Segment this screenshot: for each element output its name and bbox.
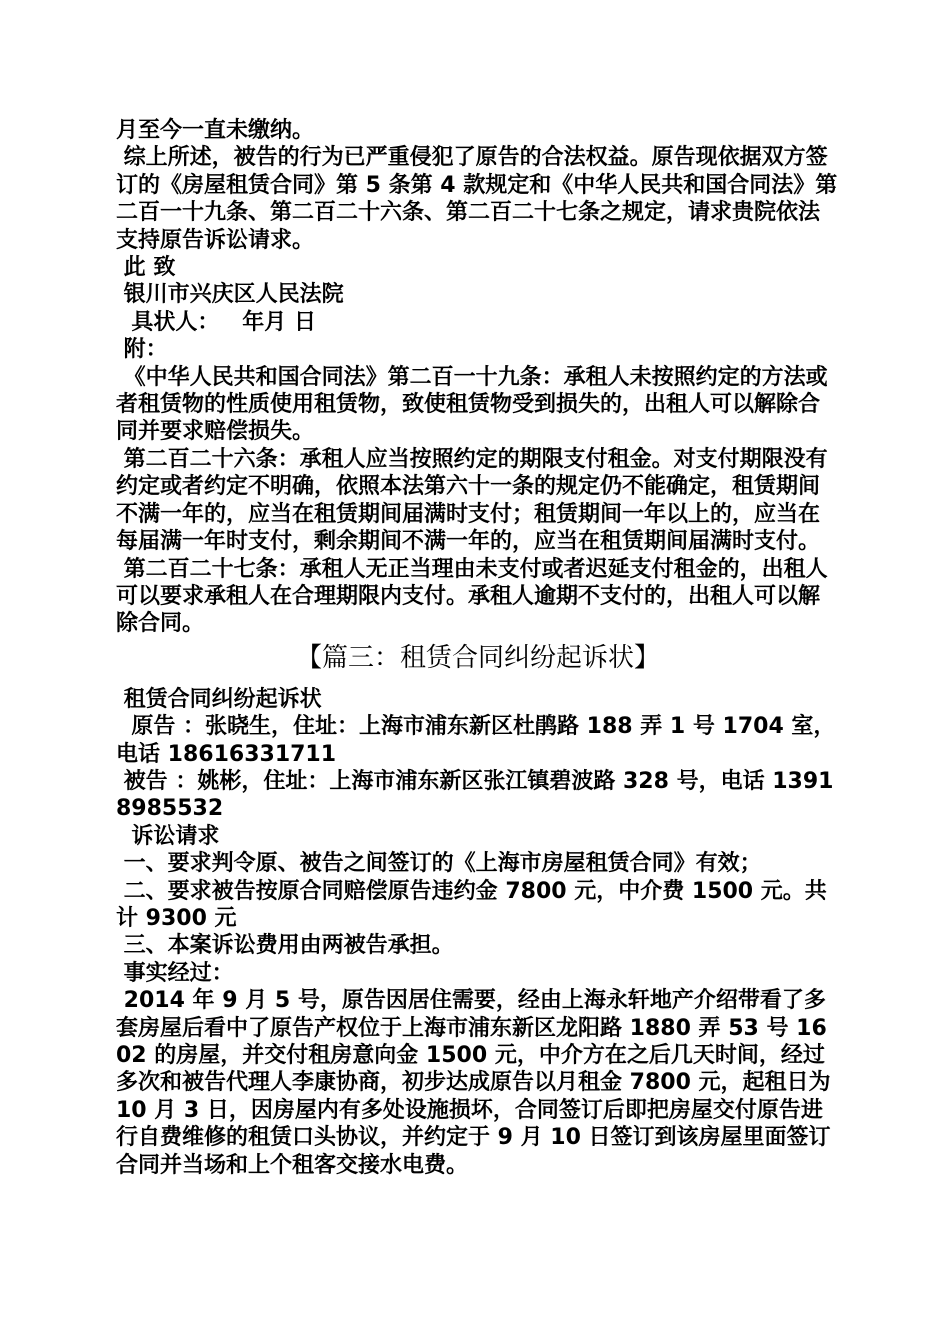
plaintiff-info: 原告 ：张晓生，住址：上海市浦东新区杜鹃路 188 弄 1 号 1704 室，电话 18616331711 [116, 714, 836, 767]
claim-one: 一、要求判令原、被告之间签订的《上海市房屋租赁合同》有效； [116, 851, 762, 877]
court-name: 银川市兴庆区人民法院 [116, 282, 344, 308]
claim-three: 三、本案诉讼费用由两被告承担。 [116, 933, 454, 959]
paragraph-conclusion: 综上所述，被告的行为已严重侵犯了原告的合法权益。原告现依据双方签订的《房屋租赁合同》第 5 条第 4 款规定和《中华人民共和国合同法》第二百一十九条、第二百二十六条、第二百二十七条之规定，请求贵院依法支持原告诉讼请求。 [116, 145, 838, 253]
defendant-info: 被告 ：姚彬，住址：上海市浦东新区张江镇碧波路 328 号，电话 13918985532 [116, 768, 834, 822]
article-227: 第二百二十七条：承租人无正当理由未支付或者迟延支付租金的，出租人可以要求承租人在合理期限内支付。承租人逾期不支付的，出租人可以解除合同。 [116, 556, 828, 637]
article-219: 《中华人民共和国合同法》第二百一十九条：承租人未按照约定的方法或者租赁物的性质使用租赁物，致使租赁物受到损失的，出租人可以解除合同并要求赔偿损失。 [116, 364, 828, 445]
salutation: 此 致 [116, 255, 176, 281]
claims-label: 诉讼请求 [116, 823, 220, 849]
appendix-label: 附： [116, 337, 168, 363]
facts-paragraph: 2014 年 9 月 5 号，原告因居住需要，经由上海永轩地产介绍带看了多套房屋后看中了原告产权位于上海市浦东新区龙阳路 1880 弄 53 号 1602 的房屋，并交付租房意向金 1500 元，中介方在之后几天时间，经过多次和被告代理人李康协商，初步达成原告以月租金 7800 元，起租日为 10 月 3 日，因房屋内有多处设施损坏，合同签订后即把房屋交付原告进行自费维修的租赁口头协议，并约定于 9 月 10 日签订到该房屋里面签订合同并当场和上个租客交接水电费。 [116, 988, 839, 1178]
section-three-heading: 【篇三：租赁合同纠纷起诉状】 [295, 642, 660, 673]
claim-two: 二、要求被告按原合同赔偿原告违约金 7800 元，中介费 1500 元。共计 9300 元 [116, 878, 827, 931]
paragraph-unpaid-since: 月至今一直未缴纳。 [116, 118, 315, 143]
document-body [116, 117, 840, 1179]
article-226: 第二百二十六条：承租人应当按照约定的期限支付租金。对支付期限没有约定或者约定不明确，依照本法第六十一条的规定仍不能确定，租赁期间不满一年的，应当在租赁期间届满时支付；租赁期间一年以上的，应当在每届满一年时支付，剩余期间不满一年的，应当在租赁期间届满时支付。 [116, 446, 828, 555]
facts-label: 事实经过： [116, 960, 234, 986]
signature-line: 具状人： 年月 日 [116, 309, 316, 335]
complaint-title: 租赁合同纠纷起诉状 [116, 686, 322, 712]
